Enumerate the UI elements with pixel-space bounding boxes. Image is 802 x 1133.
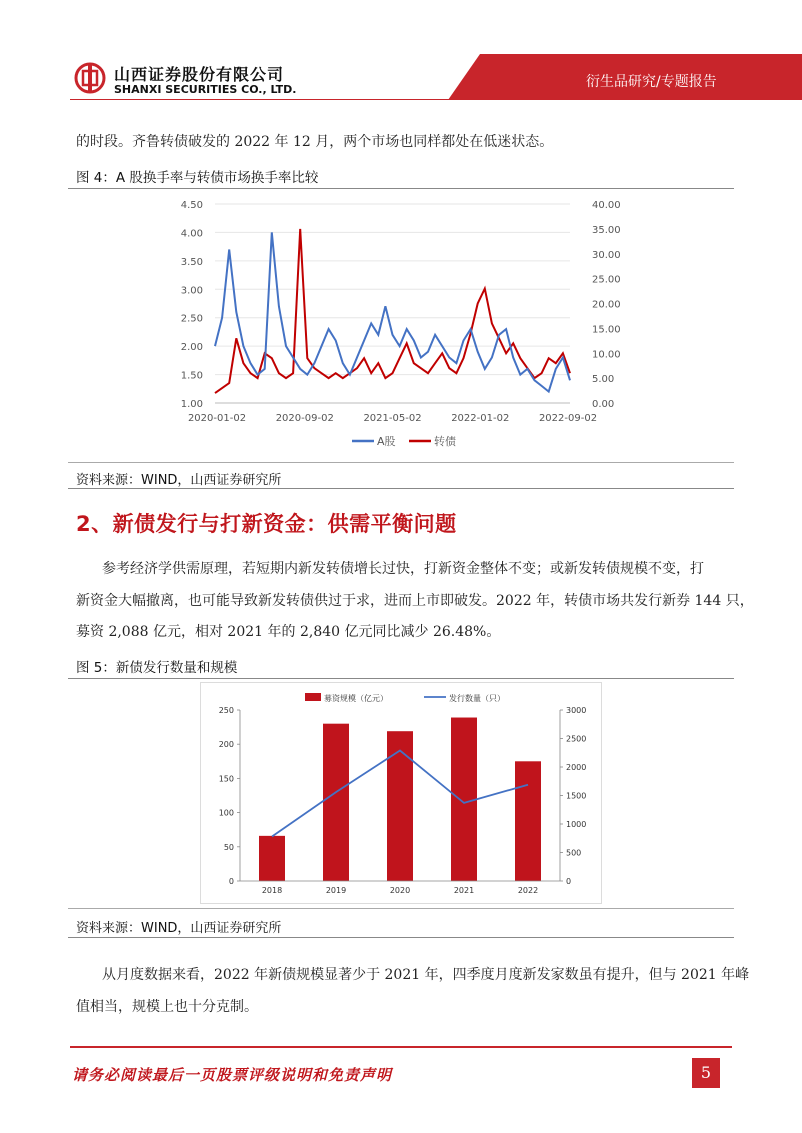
right-tick-label: 40.00 [592,200,621,211]
bar-2022 [515,761,541,881]
right-tick-label: 5.00 [592,374,615,386]
left-tick-label: 3.50 [180,256,203,268]
turnover-line-chart [160,190,640,458]
right-tick-label: 1000 [566,820,587,829]
figure4-source: 资料来源：WIND，山西证券研究所 [76,473,282,488]
section-title: 2、新债发行与打新资金：供需平衡问题 [76,512,457,536]
legend-label-convertible-bond: 转债 [434,435,456,448]
chart5-bars [259,718,541,881]
issuance-bar-line-chart [200,682,602,904]
chart4-right-axis [592,200,621,410]
left-tick-label: 100 [218,808,234,818]
closing-line-1: 从月度数据来看，2022 年新债规模显著少于 2021 年，四季度月度新发家数虽有提升，但与 2021 年峰 [102,967,750,983]
bar-2018 [259,836,285,881]
section-paragraph-line-1: 参考经济学供需原理，若短期内新发转债增长过快，打新资金整体不变；或新发转债规模不变，打 [102,561,704,577]
right-tick-label: 2000 [566,763,587,772]
right-tick-label: 500 [566,848,582,858]
right-tick-label: 1500 [566,791,587,801]
company-name-en: SHANXI SECURITIES CO., LTD. [114,83,297,96]
page-number: 5 [700,1063,712,1082]
section-paragraph-line-3: 募资 2,088 亿元，相对 2021 年的 2,840 亿元同比减少 26.48%。 [76,624,501,640]
x-tick-label: 2021 [453,886,475,895]
report-type-label: 衍生品研究/专题报告 [586,74,717,90]
chart4-x-axis [188,403,597,424]
figure5-source: 资料来源：WIND，山西证券研究所 [76,921,282,936]
legend-swatch-scale [305,693,321,701]
figure5-caption: 图 5：新债发行数量和规模 [76,660,238,676]
x-tick-label: 2019 [325,886,347,895]
chart5-x-axis [240,881,560,895]
left-tick-label: 50 [223,842,234,852]
bar-2021 [451,718,477,881]
closing-line-2: 值相当，规模上也十分克制。 [76,999,258,1015]
right-tick-label: 20.00 [592,299,621,311]
left-tick-label: 2.50 [180,313,203,325]
company-name-cn: 山西证券股份有限公司 [114,65,285,84]
legend-label-count: 发行数量（只） [449,694,505,703]
x-tick-label: 2018 [261,886,283,895]
x-tick-label: 2022-09-02 [538,413,598,424]
right-tick-label: 2500 [566,734,587,744]
left-tick-label: 2.00 [180,342,203,354]
figure5-bottom-rule [68,908,734,909]
chart5-legend [305,693,505,703]
legend-label-scale: 募资规模（亿元） [324,694,388,703]
right-tick-label: 15.00 [592,324,621,336]
figure4-caption: 图 4：A 股换手率与转债市场换手率比较 [76,170,319,186]
chart4-legend [352,434,456,448]
x-tick-label: 2021-05-02 [363,413,422,424]
left-tick-label: 200 [218,740,234,750]
left-tick-label: 4.50 [180,200,203,211]
chart4-left-axis [181,200,203,410]
left-tick-label: 3.00 [180,285,203,297]
section-paragraph-line-2: 新资金大幅撤离，也可能导致新发转债供过于求，进而上市即破发。2022 年，转债市场共发行新券 144 只， [76,593,754,609]
figure4-source-rule [68,488,734,489]
figure5-top-rule [68,678,734,679]
legend-label-a-share: A股 [377,435,396,448]
intro-line: 的时段。齐鲁转债破发的 2022 年 12 月，两个市场也同样都处在低迷状态。 [76,134,554,150]
x-tick-label: 2020-01-02 [187,413,247,424]
series-line-a-share [215,232,570,391]
footer-disclaimer: 请务必阅读最后一页股票评级说明和免责声明 [72,1066,393,1084]
right-tick-label: 0 [566,877,572,886]
right-tick-label: 30.00 [592,249,621,261]
left-tick-label: 150 [218,774,234,784]
x-tick-label: 2020-09-02 [275,413,334,424]
company-logo-icon [74,62,106,94]
chart5-left-axis [219,706,240,886]
left-tick-label: 1.00 [180,399,203,410]
figure4-bottom-rule [68,462,734,463]
x-tick-label: 2022 [517,886,539,895]
right-tick-label: 35.00 [592,224,621,236]
figure4-top-rule [68,188,734,189]
left-tick-label: 4.00 [180,228,203,240]
x-tick-label: 2022-01-02 [451,413,510,424]
x-tick-label: 2020 [389,886,411,895]
right-tick-label: 10.00 [592,349,621,361]
left-tick-label: 250 [218,706,234,715]
left-tick-label: 1.50 [180,370,203,382]
right-tick-label: 25.00 [592,274,621,286]
footer-rule [70,1046,732,1048]
bar-2019 [323,724,349,881]
figure5-source-rule [68,937,734,938]
right-tick-label: 0.00 [592,399,615,410]
left-tick-label: 0 [228,877,234,886]
right-tick-label: 3000 [566,706,587,715]
bar-2020 [387,731,413,881]
chart5-right-axis [560,706,586,886]
